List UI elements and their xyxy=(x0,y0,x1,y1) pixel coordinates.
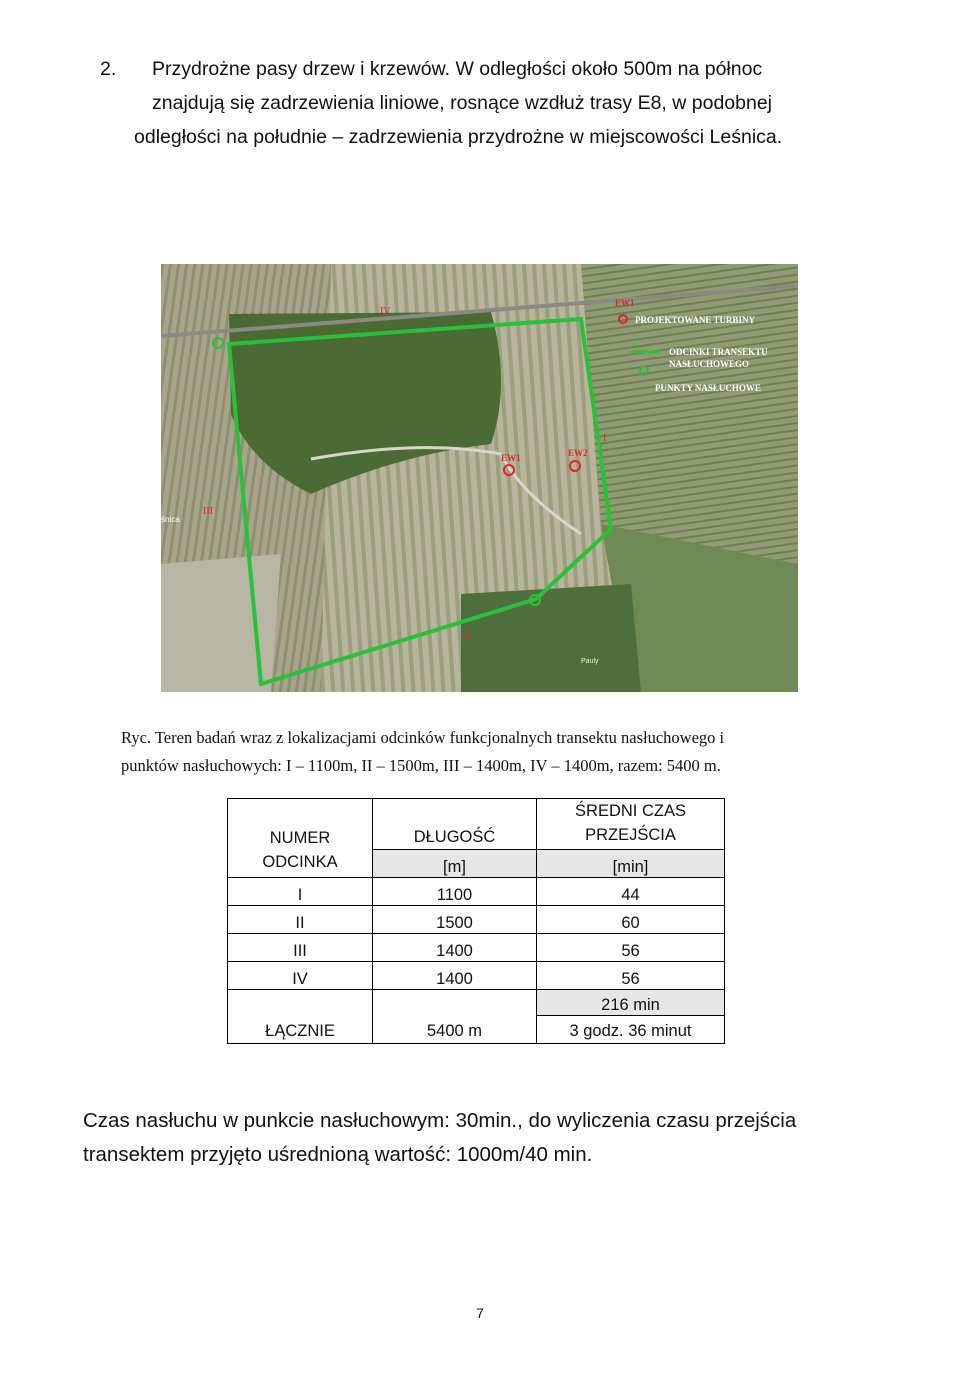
total-label: ŁĄCZNIE xyxy=(228,990,373,1044)
segment-ii-label: II xyxy=(465,631,472,642)
legend-turbines: PROJEKTOWANE TURBINY xyxy=(635,315,755,325)
paragraph-line-2: znajdują się zadrzewienia liniowe, rosnące wzdłuż trasy E8, w podobnej xyxy=(152,92,773,114)
header-time-unit: [min] xyxy=(537,850,725,878)
paragraph-line-1: Przydrożne pasy drzew i krzewów. W odległości około 500m na północ xyxy=(152,58,763,80)
table-row: I 1100 44 xyxy=(228,878,725,906)
total-time-hours: 3 godz. 36 minut xyxy=(537,1016,725,1044)
header-length: DŁUGOŚĆ xyxy=(373,799,537,850)
note-line-2: transektem przyjęto uśrednioną wartość: 1000m/40 min. xyxy=(83,1143,593,1166)
header-segment: NUMER ODCINKA xyxy=(228,799,373,878)
corner-label: Pauly xyxy=(581,658,599,665)
transect-table xyxy=(227,798,725,1044)
table-row: III 1400 56 xyxy=(228,934,725,962)
table-row: IV 1400 56 xyxy=(228,962,725,990)
figure-caption xyxy=(121,724,881,780)
table-row: II 1500 60 xyxy=(228,906,725,934)
ew1-label: EW1 xyxy=(501,453,521,463)
caption-line-2: punktów nasłuchowych: I – 1100m, II – 1500m, III – 1400m, IV – 1400m, razem: 5400 m. xyxy=(121,756,721,775)
legend-turbine-code: EW1 xyxy=(615,298,635,308)
legend-transect-code: I xyxy=(633,338,636,348)
aerial-map xyxy=(161,264,798,692)
legend-transect-1: ODCINKI TRANSEKTU xyxy=(669,347,768,357)
header-time: ŚREDNI CZAS PRZEJŚCIA xyxy=(537,799,725,850)
town-label: śnica xyxy=(161,515,180,524)
listening-time-note xyxy=(83,1104,796,1172)
legend-points: PUNKTY NASŁUCHOWE xyxy=(655,383,761,393)
total-time-minutes: 216 min xyxy=(537,990,725,1016)
segment-i-label: I xyxy=(603,433,607,444)
note-line-1: Czas nasłuchu w punkcie nasłuchowym: 30min., do wyliczenia czasu przejścia xyxy=(83,1109,797,1132)
page-number: 7 xyxy=(476,1305,484,1321)
legend-transect-2: NASŁUCHOWEGO xyxy=(669,359,750,369)
ew2-label: EW2 xyxy=(568,448,588,458)
segment-iv-label: IV xyxy=(380,306,391,317)
header-length-unit: [m] xyxy=(373,850,537,878)
paragraph-line-3: odległości na południe – zadrzewienia przydrożne w miejscowości Leśnica. xyxy=(134,126,783,148)
total-length: 5400 m xyxy=(373,990,537,1044)
caption-line-1: Ryc. Teren badań wraz z lokalizacjami odcinków funkcjonalnych transektu nasłuchowego i xyxy=(121,728,725,747)
list-number: 2. xyxy=(100,58,117,80)
segment-iii-label: III xyxy=(203,506,213,517)
